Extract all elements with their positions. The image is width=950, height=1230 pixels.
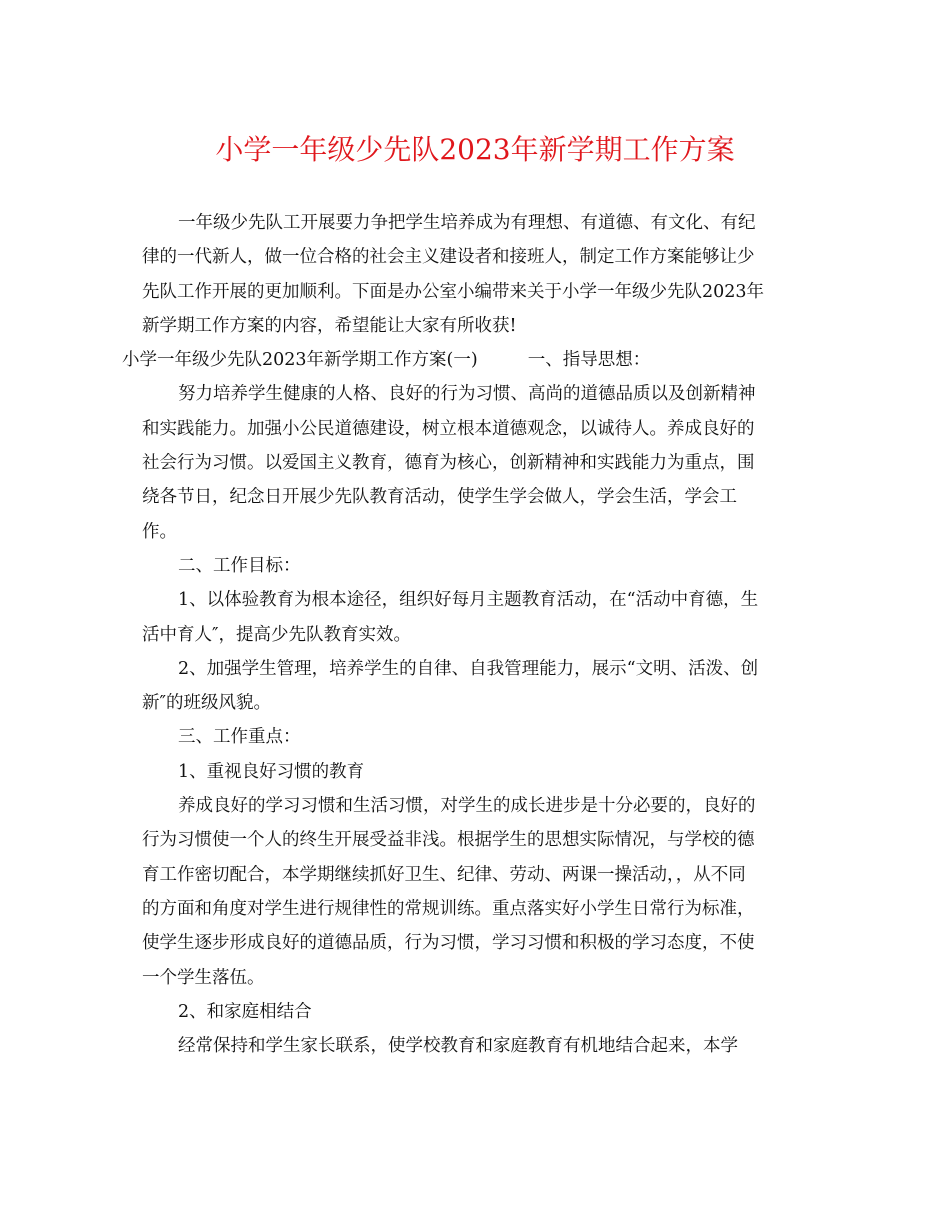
goals-heading: 二、工作目标：	[178, 555, 301, 576]
text-line: 律的一代新人，做一位合格的社会主义建设者和接班人，制定工作方案能够让少	[142, 247, 755, 268]
text-line: 1、以体验教育为根本途径，组织好每月主题教育活动，在“活动中育德，生	[178, 590, 759, 611]
goal-1-paragraph	[142, 583, 804, 652]
text-line: 一年级少先队工开展要力争把学生培养成为有理想、有道德、有文化、有纪	[178, 213, 756, 233]
text-line: 新″的班级风貌。	[142, 693, 272, 714]
text-line: 使学生逐步形成良好的道德品质，行为习惯，学习习惯和积极的学习态度，不使	[142, 933, 755, 954]
text-line: 活中育人″，提高少先队教育实效。	[142, 624, 412, 645]
text-line: 先队工作开展的更加顺利。下面是办公室小编带来关于小学一年级少先队2023年	[142, 281, 765, 302]
document-body	[122, 206, 804, 1063]
focus-2-heading: 2、和家庭相结合	[178, 1001, 312, 1022]
focus-2-paragraph	[142, 1029, 804, 1063]
text-line: 养成良好的学习习惯和生活习惯，对学生的成长进步是十分必要的，良好的	[178, 796, 756, 817]
intro-paragraph	[142, 206, 804, 343]
section-heading: 小学一年级少先队2023年新学期工作方案(一)	[122, 350, 478, 371]
text-line: 的方面和角度对学生进行规律性的常规训练。重点落实好小学生日常行为标准，	[142, 898, 755, 919]
text-line: 和实践能力。加强小公民道德建设，树立根本道德观念，以诚待人。养成良好的	[142, 418, 755, 439]
text-line: 绕各节日，纪念日开展少先队教育活动，使学生学会做人，学会生活，学会工	[142, 487, 737, 508]
text-line: 作。	[142, 521, 177, 542]
section-heading-line	[122, 343, 804, 377]
guiding-paragraph	[142, 377, 804, 548]
text-line: 社会行为习惯。以爱国主义教育，德育为核心，创新精神和实践能力为重点，围	[142, 453, 755, 474]
section-first-heading: 一、指导思想：	[527, 350, 651, 371]
focus-1-paragraph	[142, 789, 804, 995]
text-line: 新学期工作方案的内容，希望能让大家有所收获!	[142, 315, 517, 336]
text-line: 经常保持和学生家长联系，使学校教育和家庭教育有机地结合起来，本学	[178, 1036, 738, 1057]
goal-2-paragraph	[142, 652, 804, 721]
document-title: 小学一年级少先队2023年新学期工作方案	[215, 133, 735, 166]
focus-1-heading: 1、重视良好习惯的教育	[178, 761, 365, 782]
text-line: 一个学生落伍。	[142, 967, 265, 988]
text-line: 育工作密切配合，本学期继续抓好卫生、纪律、劳动、两课一操活动，，从不同	[142, 864, 746, 885]
text-line: 2、加强学生管理，培养学生的自律、自我管理能力，展示“文明、活泼、创	[178, 658, 759, 679]
text-line: 努力培养学生健康的人格、良好的行为习惯、高尚的道德品质以及创新精神	[178, 384, 756, 405]
text-line: 行为习惯使一个人的终生开展受益非浅。根据学生的思想实际情况，与学校的德	[142, 830, 755, 851]
focus-heading: 三、工作重点：	[178, 727, 301, 748]
